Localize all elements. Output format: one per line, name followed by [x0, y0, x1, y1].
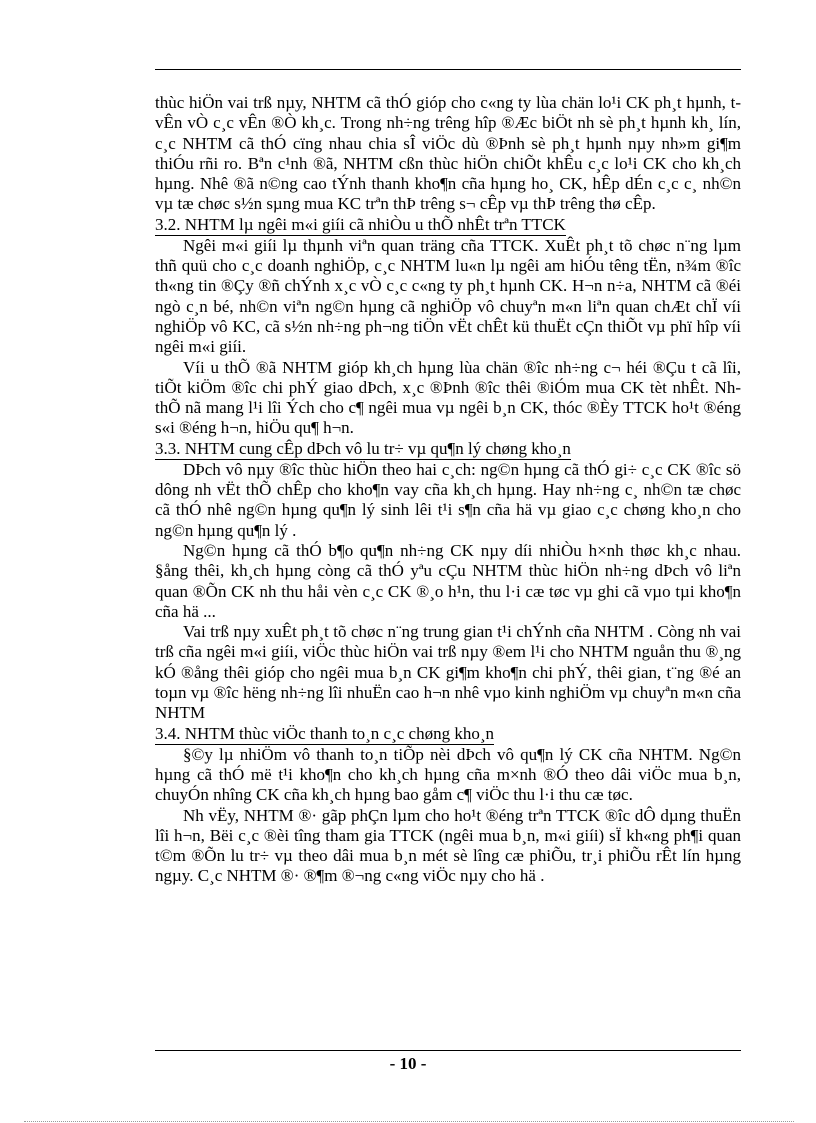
- paragraph: DÞch vô nµy ®îc thùc hiÖn theo hai c¸ch: ng©n hµng cã thÓ gi÷ c¸c CK ®îc sö dông nh vËt thÕ chÊp cho kho¶n vay cña kh¸ch hµng. Hay nh÷ng c¸ nh©n tæ chøc cã thÓ nhê ng©n hµng qu¶n lý sinh lêi t¹i s¶n cña hä vµ giao c¸c chøng kho¸n cho ng©n hµng qu¶n lý .: [155, 459, 741, 540]
- section-heading-3-3: 3.3. NHTM cung cÊp dÞch vô lu tr÷ vµ qu¶n lý chøng kho¸n: [155, 438, 571, 458]
- paragraph: thùc hiÖn vai trß nµy, NHTM cã thÓ gióp cho c«ng ty lùa chän lo¹i CK ph¸t hµnh, t vÊn vÒ c¸c vÊn ®Ò kh¸c. Trong nh÷ng trêng hîp ®Æc biÖt nh sè ph¸t hµnh kh¸ lín, c¸c NHTM cã thÓ cïng nhau chia sÎ viÖc dù ®Þnh sè ph¸t hµnh nµy nh»m gi¶m thiÓu rñi ro. Bªn c¹nh ®ã, NHTM cßn thùc hiÖn chiÕt khÊu c¸c lo¹i CK cho kh¸ch hµng. Nhê ®ã n©ng cao tÝnh thanh kho¶n cña hµng ho¸ CK, hÊp dÉn c¸c c¸ nh©n vµ tæ chøc s½n sµng mua KC trªn thÞ trêng s¬ cÊp vµ thÞ trêng thø cÊp.: [155, 93, 741, 214]
- page-number: - 10 -: [389, 1054, 427, 1073]
- section-heading-3-4: 3.4. NHTM thùc viÖc thanh to¸n c¸c chøng kho¸n: [155, 723, 494, 743]
- paragraph: Ngêi m«i giíi lµ thµnh viªn quan träng cña TTCK. XuÊt ph¸t tõ chøc n¨ng lµm thñ quü cho c¸c doanh nghiÖp, c¸c NHTM lu«n lµ ngêi am hiÓu têng tËn, n¾m ®îc th«ng tin ®Çy ®ñ chÝnh x¸c vÒ c¸c c«ng ty ph¸t hµnh CK. H¬n n÷a, NHTM cã ®éi ngò c¸n bé, nh©n viªn ng©n hµng cã nghiÖp vô chuyªn m«n liªn quan chÆt chÏ víi nghiÖp vô KC, cã s½n nh÷ng ph¬ng tiÖn vËt chÊt kü thuËt cÇn thiÕt vµ phï hîp víi ngêi m«i giíi.: [155, 235, 741, 357]
- section-heading-3-2: 3.2. NHTM lµ ngêi m«i giíi cã nhiÒu u thÕ nhÊt trªn TTCK: [155, 214, 566, 234]
- paragraph: Víi u thÕ ®ã NHTM gióp kh¸ch hµng lùa chän ®îc nh÷ng c¬ héi ®Çu t cã lîi, tiÕt kiÖm ®îc chi phÝ giao dÞch, x¸c ®Þnh ®îc thêi ®iÓm mua CK tèt nhÊt. Nh thÕ nã mang l¹i lîi Ých cho c¶ ngêi mua vµ ngêi b¸n CK, thóc ®Èy TTCK ho¹t ®éng s«i ®éng h¬n, hiÖu qu¶ h¬n.: [155, 357, 741, 438]
- page-edge-divider: [24, 1121, 794, 1122]
- footer-rule: [155, 1050, 741, 1051]
- paragraph: Ng©n hµng cã thÓ b¶o qu¶n nh÷ng CK nµy díi nhiÒu h×nh thøc kh¸c nhau. §ång thêi, kh¸ch hµng còng cã thÓ yªu cÇu NHTM thùc hiÖn nh÷ng dÞch vô liªn quan ®Õn CK nh thu håi vèn c¸c CK ®¸o h¹n, thu l·i cæ tøc vµ ghi cã vµo tµi kho¶n cña hä ...: [155, 540, 741, 621]
- paragraph: Vai trß nµy xuÊt ph¸t tõ chøc n¨ng trung gian t¹i chÝnh cña NHTM . Còng nh vai trß cña ngêi m«i giíi, viÖc thùc hiÖn vai trß nµy ®em l¹i cho NHTM nguån thu ®¸ng kÓ ®ång thêi gióp cho ngêi mua b¸n CK gi¶m kho¶n chi phÝ, thêi gian, t¨ng ®é an toµn vµ ®îc hëng nh÷ng lîi nhuËn cao h¬n nhê vµo kinh nghiÖm vµ chuyªn m«n cña NHTM: [155, 622, 741, 723]
- header-rule: [155, 69, 741, 70]
- paragraph: §©y lµ nhiÖm vô thanh to¸n tiÕp nèi dÞch vô qu¶n lý CK cña NHTM. Ng©n hµng cã thÓ më t¹i kho¶n cho kh¸ch hµng cña m×nh ®Ó theo dâi viÖc mua b¸n, chuyÓn nhîng CK cña kh¸ch hµng bao gåm c¶ viÖc thu l·i thu cæ tøc.: [155, 744, 741, 805]
- document-body: [155, 93, 741, 887]
- paragraph: Nh vËy, NHTM ®· gãp phÇn lµm cho ho¹t ®éng trªn TTCK ®îc dÔ dµng thuËn lîi h¬n, Bëi c¸c ®èi tîng tham gia TTCK (ngêi mua b¸n, m«i giíi) sÏ kh«ng ph¶i quan t©m ®Õn lu tr÷ vµ theo dâi mua b¸n mét sè lîng cæ phiÕu, tr¸i phiÕu rÊt lín hµng ngµy. C¸c NHTM ®· ®¶m ®¬ng c«ng viÖc nµy cho hä .: [155, 805, 741, 886]
